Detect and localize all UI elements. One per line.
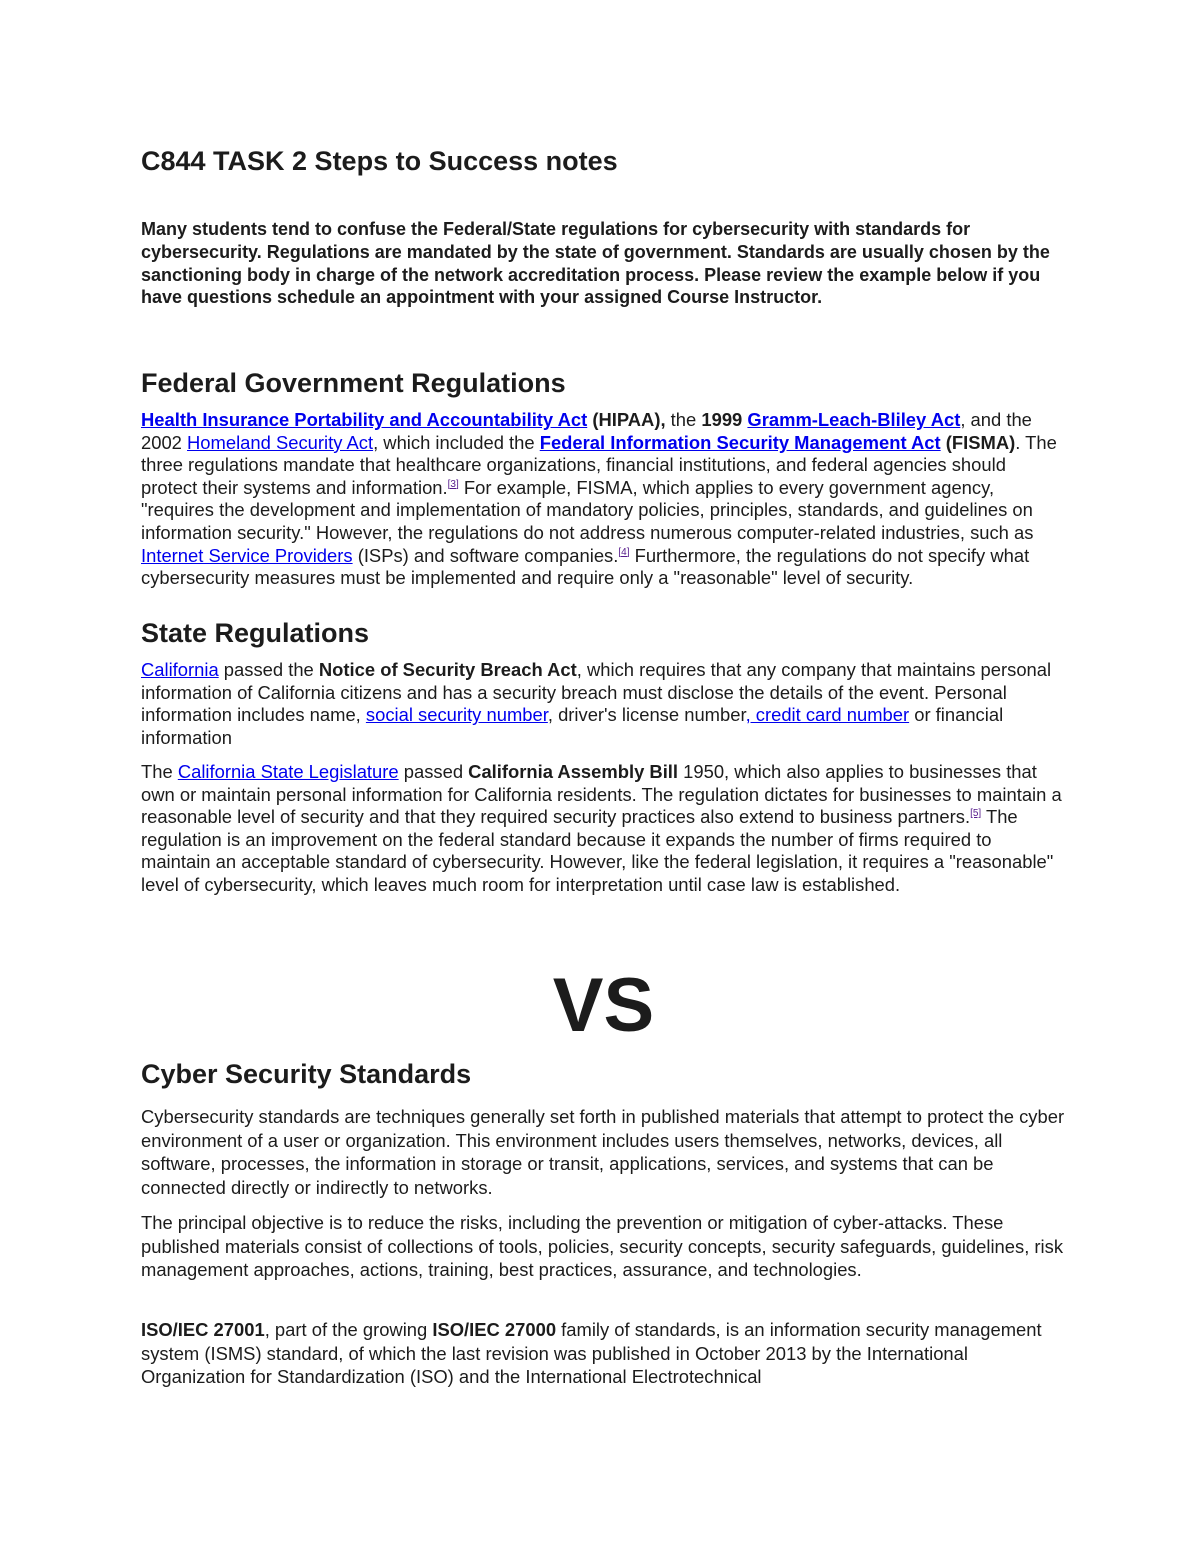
- footnote-link-3[interactable]: [3]: [447, 478, 459, 490]
- text: Furthermore, the regulations do not specify what cybersecurity measures must be implemented and require only a "reasonable" level of security.: [141, 544, 1030, 589]
- footnote-ref: [618, 547, 629, 558]
- link-fisma[interactable]: Federal Information Security Management Act: [539, 431, 941, 453]
- text: For example, FISMA, which applies to every government agency, "requires the development and implementation of mandatory policies, principles, standards, and guidelines on information security." However, the regulations do not address numerous computer-related industries, such as: [141, 476, 1034, 543]
- footnote-ref: [970, 808, 981, 819]
- text: Notice of Security Breach Act: [318, 659, 577, 680]
- federal-paragraph: [141, 409, 1066, 590]
- text: California Assembly Bill: [468, 761, 679, 782]
- page-title: C844 TASK 2 Steps to Success notes: [141, 146, 618, 176]
- text: , which included the: [373, 431, 540, 453]
- text: (ISPs) and software companies.: [352, 544, 619, 566]
- text: 1950, which also applies to businesses that own or maintain personal information for California residents. The regulation dictates for businesses to maintain a reasonable level of security and that they required security practices also extend to business partners.: [141, 761, 1062, 828]
- standards-heading: Cyber Security Standards: [141, 1059, 472, 1089]
- link-hipaa[interactable]: Health Insurance Portability and Accountability Act: [141, 409, 588, 430]
- text: 1999: [701, 409, 743, 430]
- link-california[interactable]: California: [141, 659, 219, 680]
- text: passed the: [218, 659, 319, 680]
- text: , which requires that any company that maintains personal information of California citizens and has a security breach must disclose the details of the event. Personal information includes name,: [141, 659, 1052, 726]
- state-heading: State Regulations: [141, 618, 370, 648]
- text: ISO/IEC 27001: [141, 1319, 265, 1340]
- intro-paragraph: Many students tend to confuse the Federal/State regulations for cybersecurity with standards for cybersecurity. Regulations are mandated by the state of government. Standards are usually chosen by the sanctioning body in charge of the network accreditation process. Please review the example below if you have questions schedule an appointment with your assigned Course Instructor.: [141, 219, 1050, 308]
- text: , driver's license number: [547, 704, 746, 726]
- text: ISO/IEC 27000: [432, 1319, 557, 1340]
- state-paragraph-1: [141, 659, 1066, 749]
- text: (HIPAA),: [587, 409, 666, 430]
- federal-heading: Federal Government Regulations: [141, 368, 566, 398]
- footnote-ref: [448, 479, 459, 490]
- text: , and the 2002: [141, 409, 1032, 453]
- text: The regulation is an improvement on the federal standard because it expands the number of firms required to maintain an acceptable standard of cybersecurity. However, like the federal legislation, it requires a "reasonable" level of cybersecurity, which leaves much room for interpretation until case law is established.: [141, 806, 1054, 895]
- link-homeland-security-act[interactable]: Homeland Security Act: [187, 431, 374, 453]
- text: family of standards, is an information security management system (ISMS) standard, of which the last revision was published in October 2013 by the International Organization for Standardization (ISO) and the International Electrotechnical: [141, 1319, 1042, 1388]
- link-isp[interactable]: Internet Service Providers: [141, 544, 353, 566]
- standards-paragraph-2: The principal objective is to reduce the risks, including the prevention or mitigation of cyber-attacks. These published materials consist of collections of tools, policies, security concepts, security safeguards, guidelines, risk management approaches, actions, training, best practices, assurance, and technologies.: [141, 1212, 1064, 1281]
- link-california-legislature[interactable]: California State Legislature: [177, 761, 399, 782]
- standards-paragraph-1: Cybersecurity standards are techniques generally set forth in published materials that attempt to protect the cyber environment of a user or organization. This environment includes users themselves, networks, devices, all software, processes, the information in storage or transit, applications, services, and systems that can be connected directly or indirectly to networks.: [141, 1106, 1065, 1198]
- text: the: [665, 409, 702, 430]
- standards-paragraph-3: [141, 1318, 1066, 1389]
- text: . The three regulations mandate that healthcare organizations, financial institutions, and federal agencies should protect their systems and information.: [141, 431, 1057, 498]
- text: , part of the growing: [264, 1319, 433, 1340]
- vs-divider: VS: [552, 963, 655, 1048]
- link-credit-card-number[interactable]: , credit card number: [745, 704, 910, 726]
- link-glba[interactable]: Gramm-Leach-Bliley Act: [747, 409, 961, 430]
- text: (FISMA): [940, 431, 1016, 453]
- text: or financial information: [141, 704, 1004, 748]
- text: passed: [398, 761, 469, 782]
- link-ssn[interactable]: social security number: [365, 704, 548, 726]
- footnote-link-4[interactable]: [4]: [618, 546, 630, 558]
- text: The: [141, 761, 178, 782]
- state-paragraph-2: [141, 761, 1066, 897]
- footnote-link-5[interactable]: [5]: [970, 808, 982, 820]
